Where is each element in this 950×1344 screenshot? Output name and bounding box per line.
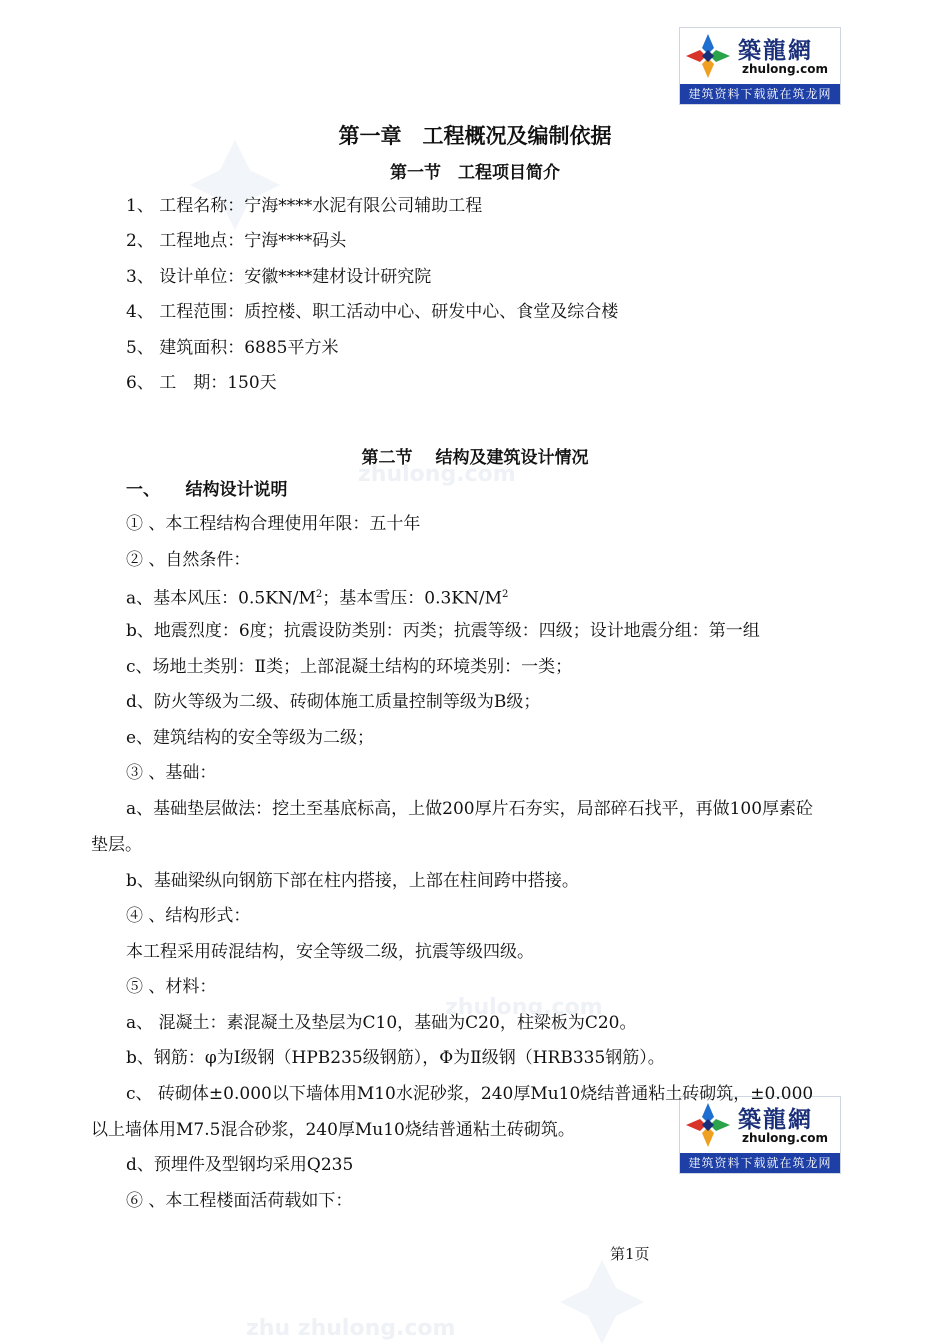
paragraph-line: 以上墙体用M7.5混合砂浆，240厚Mu10烧结普通粘土砖砌筑。	[91, 1120, 575, 1140]
wind-pressure-text: a、基本风压：0.5KN/M	[126, 588, 316, 609]
page-number: 第1页	[610, 1245, 650, 1263]
paragraph-line: d、预埋件及型钢均采用Q235	[126, 1155, 354, 1175]
logo-slogan: 建筑资料下载就在筑龙网	[680, 84, 840, 104]
list-item: 5、 建筑面积：6885平方米	[126, 338, 339, 358]
section1-title: 第一节 工程项目简介	[390, 163, 560, 183]
zhulong-logo	[679, 27, 841, 105]
paragraph-line	[126, 583, 508, 611]
paragraph-line: a、基础垫层做法：挖土至基底标高，上做200厚片石夯实，局部碎石找平，再做100厚素砼	[126, 799, 814, 819]
list-item: 2、 工程地点：宁海****码头	[126, 231, 347, 251]
zhulong-snowflake-icon	[684, 32, 732, 80]
paragraph-line: c、场地土类别：Ⅱ类；上部混凝土结构的环境类别：一类；	[126, 657, 573, 677]
paragraph-line: b、地震烈度：6度；抗震设防类别：丙类；抗震等级：四级；设计地震分组：第一组	[126, 621, 760, 641]
list-item: 4、 工程范围：质控楼、职工活动中心、研发中心、食堂及综合楼	[126, 302, 619, 322]
paragraph-line: 本工程采用砖混结构，安全等级二级，抗震等级四级。	[126, 942, 534, 962]
list-item: 6、 工 期：150天	[126, 373, 277, 393]
superscript: 2	[502, 589, 509, 600]
subsection-heading: 一、 结构设计说明	[126, 480, 288, 500]
logo-slogan: 建筑资料下载就在筑龙网	[680, 1153, 840, 1173]
paragraph-line: b、钢筋：φ为Ⅰ级钢（HPB235级钢筋），Φ为Ⅱ级钢（HRB335钢筋）。	[126, 1048, 665, 1068]
logo-domain: zhulong.com	[742, 62, 828, 76]
paragraph-line: ③ 、基础：	[126, 763, 217, 783]
snow-pressure-text: ；基本雪压：0.3KN/M	[322, 588, 503, 609]
list-item: 3、 设计单位：安徽****建材设计研究院	[126, 267, 432, 287]
paragraph-line: ⑤ 、材料：	[126, 977, 217, 997]
paragraph-line: b、基础梁纵向钢筋下部在柱内搭接，上部在柱间跨中搭接。	[126, 871, 579, 891]
paragraph-line: c、 砖砌体±0.000以下墙体用M10水泥砂浆，240厚Mu10烧结普通粘土砖砌筑，±0.000	[126, 1084, 814, 1104]
logo-chinese-name: 築龍網	[738, 37, 813, 64]
list-item: 1、 工程名称：宁海****水泥有限公司辅助工程	[126, 196, 483, 216]
paragraph-line: ④ 、结构形式：	[126, 906, 251, 926]
logo-chinese-name: 築龍網	[738, 1106, 813, 1133]
watermark-text: zhu zhulong.com	[246, 1316, 456, 1341]
paragraph-line: ⑥ 、本工程楼面活荷载如下：	[126, 1191, 353, 1211]
paragraph-line: e、建筑结构的安全等级为二级；	[126, 728, 375, 748]
paragraph-line: ② 、自然条件：	[126, 550, 251, 570]
watermark-text: zhulong.com	[358, 462, 516, 487]
paragraph-line: d、防火等级为二级、砖砌体施工质量控制等级为B级；	[126, 692, 541, 712]
watermark-snowflake-icon	[560, 1260, 644, 1344]
section2-title: 第二节 结构及建筑设计情况	[361, 448, 589, 468]
paragraph-line: a、 混凝土：素混凝土及垫层为C10，基础为C20，柱梁板为C20。	[126, 1013, 637, 1033]
chapter-title: 第一章 工程概况及编制依据	[338, 123, 612, 148]
zhulong-logo	[679, 1096, 841, 1174]
watermark-text: zhulong.com	[445, 995, 603, 1020]
superscript: 2	[315, 589, 323, 600]
paragraph-line: 垫层。	[91, 835, 142, 855]
logo-domain: zhulong.com	[742, 1131, 828, 1145]
paragraph-line: ① 、本工程结构合理使用年限：五十年	[126, 514, 421, 534]
zhulong-snowflake-icon	[684, 1101, 732, 1149]
